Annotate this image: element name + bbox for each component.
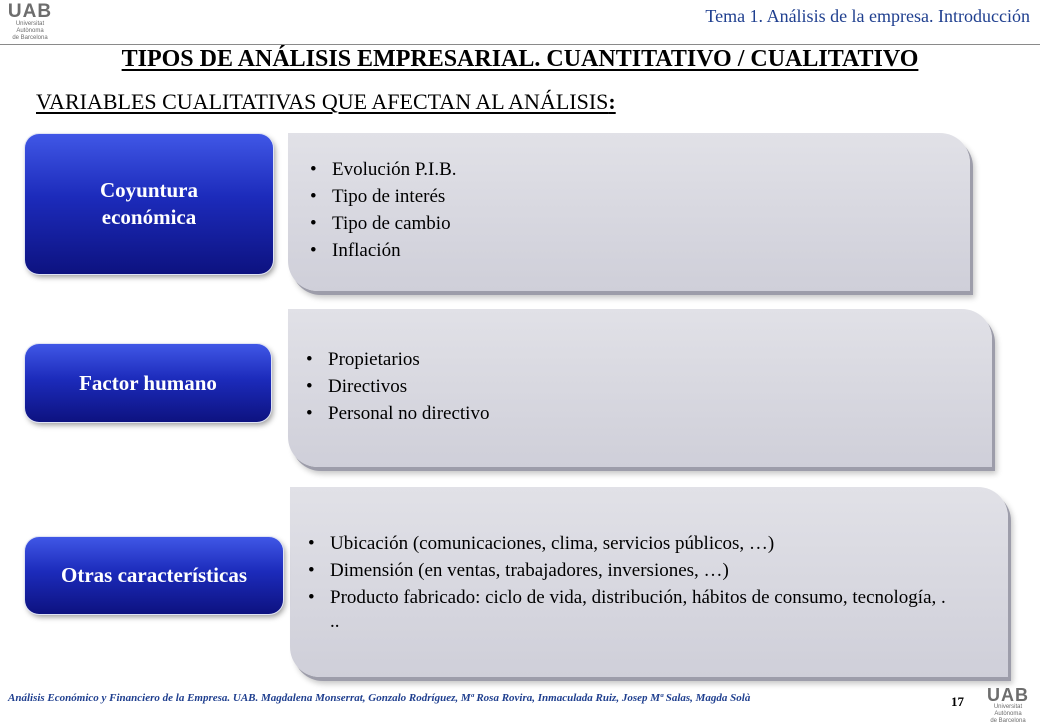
list-item — [306, 399, 489, 426]
label-factor-humano — [25, 344, 271, 422]
list-item — [310, 236, 457, 263]
logo-mark: UAB — [987, 685, 1029, 705]
label-text: Coyuntura económica — [99, 178, 199, 229]
list-item-text: • Producto fabricado: ciclo de vida, distribución, hábitos de consumo, tecnología, . .. — [330, 587, 946, 632]
panel-otras-caracteristicas — [290, 487, 1008, 677]
logo-line-1: Universitat Autònoma — [15, 21, 45, 34]
list-item — [308, 583, 948, 634]
list-item-text: • Directivos — [328, 376, 408, 397]
logo-line-1: Universitat Autònoma — [993, 704, 1023, 717]
uab-logo — [2, 2, 58, 42]
uab-logo-footer — [980, 686, 1036, 725]
list-item-text: • Ubicación (comunicaciones, clima, servicios públicos, …) — [330, 533, 775, 554]
list-otras-caracteristicas — [308, 529, 948, 634]
subtitle-text: VARIABLES CUALITATIVAS QUE AFECTAN AL ANÁLISIS — [36, 89, 609, 114]
list-item-text: • Propietarios — [328, 349, 420, 370]
label-text: Factor humano — [79, 370, 217, 395]
logo-line-2: de Barcelona — [12, 35, 48, 41]
list-item-text: • Tipo de interés — [332, 186, 446, 207]
list-factor-humano — [306, 345, 489, 426]
list-item — [308, 529, 948, 556]
list-item-text: • Evolución P.I.B. — [332, 159, 457, 180]
list-item — [308, 556, 948, 583]
subtitle-colon: : — [608, 89, 616, 114]
topic-header: Tema 1. Análisis de la empresa. Introducción — [705, 6, 1030, 26]
page-number: 17 — [951, 694, 964, 709]
label-text: Otras características — [61, 563, 247, 587]
list-item-text: • Inflación — [332, 240, 401, 261]
panel-coyuntura — [288, 133, 970, 291]
list-item-text: • Personal no directivo — [328, 403, 490, 424]
list-item — [310, 209, 457, 236]
label-otras-caracteristicas — [25, 537, 283, 614]
panel-factor-humano — [288, 309, 992, 467]
list-item — [306, 345, 489, 372]
header-divider — [0, 44, 1040, 45]
slide-title: TIPOS DE ANÁLISIS EMPRESARIAL. CUANTITATIVO / CUALITATIVO — [121, 46, 919, 72]
logo-mark: UAB — [7, 1, 53, 22]
logo-line-2: de Barcelona — [990, 718, 1026, 724]
list-item-text: • Tipo de cambio — [332, 213, 451, 234]
list-item — [306, 372, 489, 399]
list-item-text: • Dimensión (en ventas, trabajadores, inversiones, …) — [330, 560, 729, 581]
list-item — [310, 155, 457, 182]
list-coyuntura — [310, 155, 457, 263]
slide-subtitle — [36, 89, 616, 115]
label-coyuntura-economica — [25, 134, 273, 274]
footer-credits: Análisis Económico y Financiero de la Empresa. UAB. Magdalena Monserrat, Gonzalo Rodríguez, Mª Rosa Rovira, Inmaculada Ruiz, Josep Mª Salas, Magda Solà — [8, 692, 751, 704]
list-item — [310, 182, 457, 209]
